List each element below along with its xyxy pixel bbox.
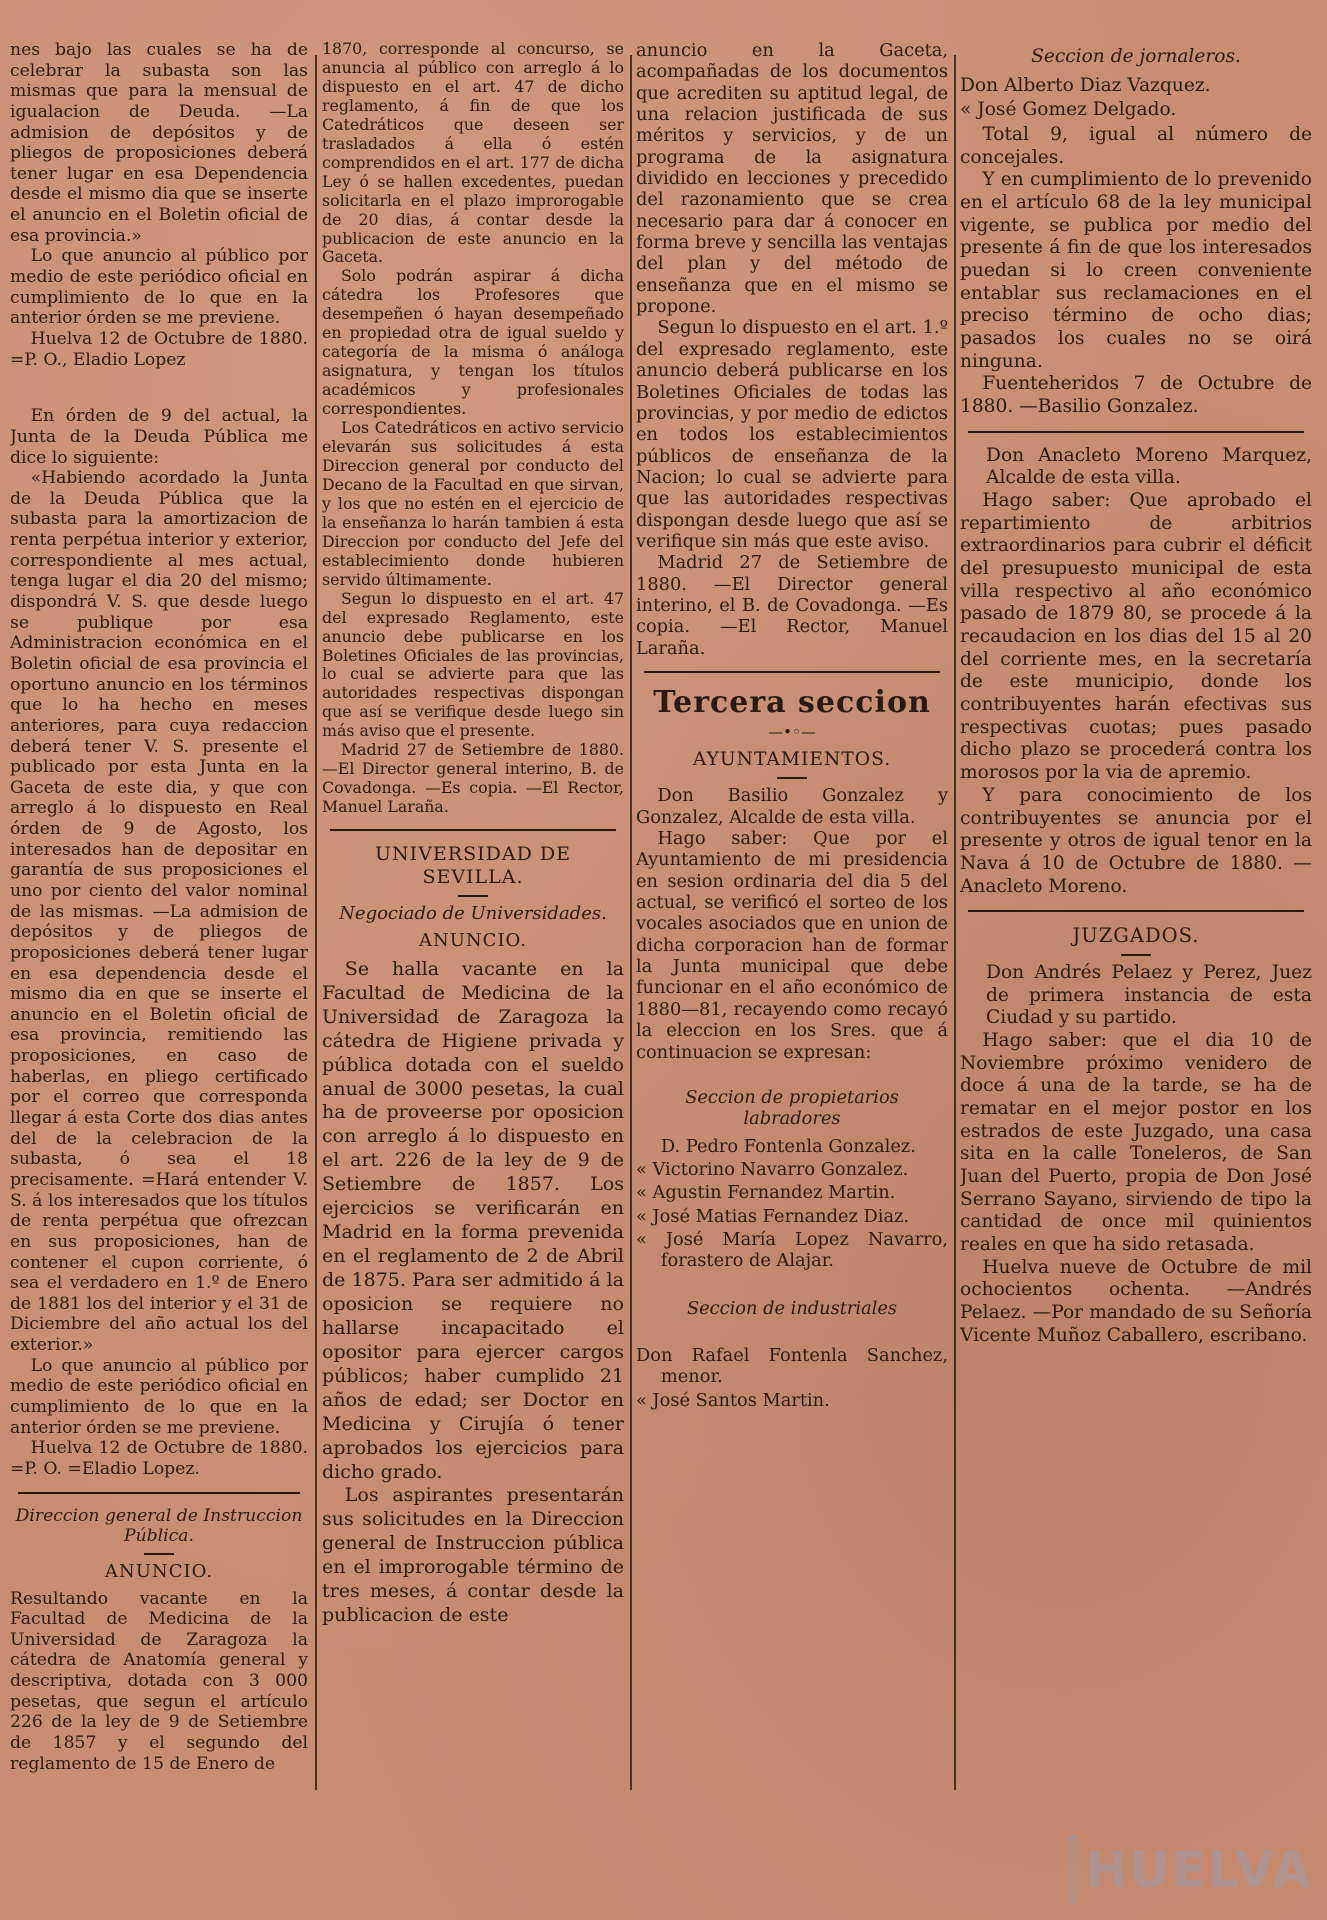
paragraph: Los aspirantes presentarán sus solicitudes en la Direccion general de Instruccion pública en el improrogable término de tres meses, á contar desde la publicacion de este (322, 1484, 624, 1627)
separator (968, 431, 1304, 433)
section-heading: Seccion de propietarios labradores (685, 1086, 899, 1130)
paragraph: Hago saber: Que aprobado el repartimiento de arbitrios extraordinarios para cubrir el déficit del presupuesto municipal de esta villa respectivo al año económico pasado de 1879 80, se procede á la recaudacion en los dias del 15 al 20 del corriente mes, en la secretaría de este municipio, donde los contribuyentes harán efectivas sus respectivas cuotas; pues pasado dicho plazo se procederá contra los morosos por la via de apremio. (960, 490, 1312, 784)
signature: Madrid 27 de Setiembre de 1880. —El Director general interino, el B. de Covadonga. —Es copia. —El Rector, Manuel Laraña. (636, 552, 948, 659)
paragraph: Don Anacleto Moreno Marquez, Alcalde de esta villa. (986, 444, 1312, 489)
watermark-text: HUELVA (1085, 1841, 1313, 1899)
paragraph: En órden de 9 del actual, la Junta de la Deuda Pública me dice lo siguiente: (10, 406, 308, 468)
paragraph: Solo podrán aspirar á dicha cátedra los Profesores que desempeñen ó hayan desempeñado en propiedad otra de igual sueldo y categoría de la misma ó análoga asignatura, y tengan los títulos académicos y profesionales correspondientes. (322, 266, 624, 419)
column-2 (322, 40, 624, 1900)
separator (1121, 954, 1151, 956)
list-item: « Victorino Navarro Gonzalez. (636, 1158, 909, 1180)
column-4 (960, 40, 1312, 1900)
paragraph: Segun lo dispuesto en el art. 47 del expresado Reglamento, este anuncio debe publicarse en los Boletines Oficiales de las provincias, lo cual se advierte para que las autoridades respectivas dispongan que así se verifique desde luego sin más aviso que el presente. (322, 588, 624, 741)
section-heading: Seccion de jornaleros. (1031, 46, 1241, 67)
ornament: —•◦— (768, 722, 816, 741)
paragraph: Don Basilio Gonzalez y Gonzalez, Alcalde de esta villa. (636, 785, 948, 828)
column-rule (630, 55, 632, 1790)
paragraph: 1870, corresponde al concurso, se anuncia al público con arreglo á lo dispuesto en el art. 47 de dicho reglamento, á fin de que los Catedráticos que deseen ser trasladados á ella ó estén comprendidos en el art. 177 de dicha Ley ó se hallen excedentes, puedan solicitarla en el plazo improrogable de 20 dias, á contar desde la publicacion de este anuncio en la Gaceta. (322, 40, 624, 267)
column-3 (636, 40, 948, 1900)
paragraph: Segun lo dispuesto en el art. 1.º del expresado reglamento, este anuncio deberá publicarse en los Boletines Oficiales de todas las provincias, y por medio de edictos en todos los establecimientos públicos de enseñanza de la Nacion; lo cual se advierte para que las autoridades respectivas dispongan desde luego que así se verifique sin más que este aviso. (636, 317, 948, 552)
column-1 (10, 40, 308, 1900)
signature: Fuenteheridos 7 de Octubre de 1880. —Basilio Gonzalez. (960, 373, 1312, 418)
section-heading: Seccion de industriales (686, 1297, 898, 1319)
column-rule (315, 55, 317, 1790)
separator (968, 910, 1304, 912)
list-item: « Agustin Fernandez Martin. (636, 1182, 896, 1204)
section-heading: Direccion general de Instruccion Pública. (15, 1505, 303, 1547)
separator (330, 829, 616, 831)
list-item: « José Gomez Delgado. (960, 99, 1177, 121)
list-item: « José Santos Martin. (636, 1389, 830, 1411)
separator (644, 671, 940, 673)
signature: Huelva 12 de Octubre de 1880. =P. O. =Eladio Lopez. (10, 1438, 308, 1479)
signature: Madrid 27 de Setiembre de 1880. —El Director general interino, B. de Covadonga. —Es copia. —El Rector, Manuel Laraña. (322, 740, 624, 817)
shield-icon (1068, 1835, 1077, 1905)
list-item: Don Alberto Diaz Vazquez. (960, 74, 1211, 96)
paragraph: Total 9, igual al número de concejales. (960, 124, 1312, 168)
section-heading: Negociado de Universidades. (339, 902, 607, 924)
section-heading: ANUNCIO. (419, 930, 527, 952)
list-item: D. Pedro Fontenla Gonzalez. (660, 1135, 916, 1157)
paragraph: anuncio en la Gaceta, acompañadas de los documentos que acrediten su aptitud legal, de una relacion justificada de sus méritos y servicios, y de un programa de la asignatura dividido en lecciones y precedido del razonamiento que se crea necesario para dar á conocer en forma breve y sencilla las ventajas del plan y del método de enseñanza que en el mismo se propone. (636, 40, 948, 318)
separator (777, 777, 807, 779)
paragraph: Los Catedráticos en activo servicio elevarán sus solicitudes á esta Direccion general por conducto del Decano de la Facultad en que sirvan, y los que no estén en el ejercicio de la enseñanza lo harán tambien á esta Direccion por conducto del Jefe del establecimiento donde hubieren servido últimamente. (322, 418, 624, 589)
section-heading: UNIVERSIDAD DE SEVILLA. (375, 843, 571, 888)
paragraph: «Habiendo acordado la Junta de la Deuda Pública que la subasta para la amortizacion de renta perpétua interior y exterior, correspondiente al mes actual, tenga lugar el dia 20 del mismo; dispondrá V. S. que desde luego se publique por esa Administracion económica en el Boletin oficial de esa provincia el oportuno anuncio en los términos que lo ha hecho en meses anteriores, para cuya redaccion deberá tener V. S. presente el publicado por esta Junta en la Gaceta de este dia, y que con arreglo á lo dispuesto en Real órden de 9 de Agosto, los interesados han de depositar en garantía de sus proposiciones el uno por ciento del valor nominal de las mismas. —La admision de depósitos y de pliegos de proposiciones deberá tener lugar en esa dependencia desde el mismo dia en que se inserte el anuncio en el Boletin oficial de esa provincia, remitiendo las proposiciones, en caso de haberlas, en pliego certificado por el correo que corresponda llegar á esta Corte dos dias antes del de la celebracion de la subasta, ó sea el 18 precisamente. =Hará entender V. S. á los interesados que los títulos de renta perpétua que ofrezcan en sus proposiciones, han de contener el cupon corriente, ó sea el verdadero en 1.º de Enero de 1881 los del interior y el 31 de Diciembre del año actual los del exterior.» (10, 468, 308, 1356)
paragraph: Lo que anuncio al público por medio de este periódico oficial en cumplimiento de lo que en la anterior órden se me previene. (10, 246, 308, 329)
paragraph: Se halla vacante en la Facultad de Medicina de la Universidad de Zaragoza la cátedra de Higiene privada y pública dotada con el sueldo anual de 3000 pesetas, la cual ha de proveerse por oposicion con arreglo á lo dispuesto en el art. 226 de la ley de 9 de Setiembre de 1857. Los ejercicios se verificarán en Madrid en la forma prevenida en el reglamento de 2 de Abril de 1875. Para ser admitido á la oposicion se requiere no hallarse incapacitado el opositor para ejercer cargos públicos; haber cumplido 21 años de edad; ser Doctor en Medicina y Cirujía ó tener aprobados los ejercicios para dicho grado. (322, 957, 624, 1483)
paragraph: Hago saber: que el dia 10 de Noviembre próximo venidero de doce á una de la tarde, se ha de rematar en el mejor postor en los estrados de este Juzgado, una casa sita en la calle Toneleros, de San Juan del Puerto, propia de Don José Serrano Sayano, sirviendo de tipo la cantidad de once mil quinientos reales en que ha sido retasada. (960, 1030, 1312, 1256)
paragraph: nes bajo las cuales se ha de celebrar la subasta son las mismas que para la mensual de igualacion de Deuda. —La admision de depósitos y de pliegos de proposiciones deberá tener lugar en esa Dependencia desde el mismo dia que se inserte el anuncio en el Boletin oficial de esa provincia.» (10, 40, 308, 246)
signature: Huelva 12 de Octubre de 1880. =P. O., Eladio Lopez (10, 328, 308, 370)
section-heading: JUZGADOS. (1072, 924, 1200, 948)
paragraph: Huelva nueve de Octubre de mil ochocientos ochenta. —Andrés Pelaez. —Por mandado de su Señoría Vicente Muñoz Caballero, escribano. (960, 1256, 1312, 1346)
column-rule (954, 55, 956, 1790)
separator (458, 895, 488, 897)
paragraph: Y en cumplimiento de lo prevenido en el artículo 68 de la ley municipal vigente, se publica por medio del presente á fin de que los interesados puedan si lo creen conveniente entablar sus reclamaciones en el preciso término de ocho dias; pasados los cuales no se oirá ninguna. (960, 169, 1312, 372)
list-item: « José María Lopez Navarro, forastero de Alajar. (636, 1228, 948, 1272)
list-item: Don Rafael Fontenla Sanchez, menor. (636, 1344, 948, 1388)
watermark-logo (1068, 1830, 1313, 1910)
paragraph: Lo que anuncio al público por medio de este periódico oficial en cumplimiento de lo que en la anterior órden se me previene. (10, 1355, 308, 1438)
list-item: « José Matias Fernandez Diaz. (636, 1205, 910, 1227)
separator (18, 1492, 300, 1494)
section-title: Tercera seccion (653, 684, 931, 720)
paragraph: Don Andrés Pelaez y Perez, Juez de primera instancia de esta Ciudad y su partido. (986, 962, 1312, 1029)
paragraph: Resultando vacante en la Facultad de Medicina de la Universidad de Zaragoza la cátedra de Anatomía general y descriptiva, dotada con 3 000 pesetas, que segun el artículo 226 de la ley de 9 de Setiembre de 1857 y el segundo del reglamento de 15 de Enero de (10, 1588, 308, 1774)
paragraph: Y para conocimiento de los contribuyentes se anuncia por el presente y otros de igual tenor en la Nava á 10 de Octubre de 1880. —Anacleto Moreno. (960, 784, 1312, 897)
separator (144, 1553, 174, 1555)
section-heading: AYUNTAMIENTOS. (692, 748, 892, 770)
section-heading: ANUNCIO. (104, 1560, 214, 1582)
paragraph: Hago saber: Que por el Ayuntamiento de mi presidencia en sesion ordinaria del dia 5 del actual, se verificó el sorteo de los vocales asociados que en union de dicha corporacion han de formar la Junta municipal que debe funcionar en el año económico de 1880—81, recayendo como recayó la eleccion en los Sres. que á continuacion se expresan: (636, 828, 948, 1063)
